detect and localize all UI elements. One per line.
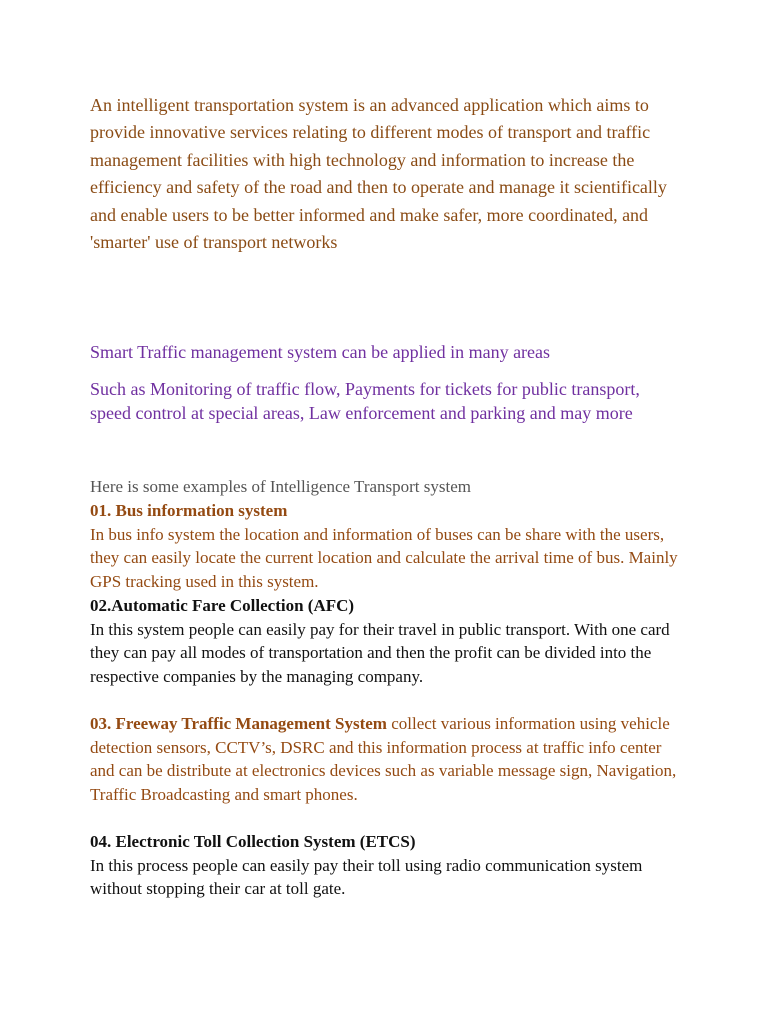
smart-traffic-lead: Smart Traffic management system can be applied in many areas — [90, 342, 551, 362]
example-freeway-traffic-management — [90, 712, 690, 806]
example-heading: 04. Electronic Toll Collection System (ETCS) — [90, 832, 416, 851]
example-body: collect various information using vehicle detection sensors, CCTV’s, DSRC and this information process at traffic info center and can be distribute at electronics devices such as variable message sign, Navigation, Traffic Broadcasting and smart phones. — [90, 714, 677, 804]
intro-paragraph: An intelligent transportation system is an advanced application which aims to provide innovative services relating to different modes of transport and traffic management facilities with high technology and information to increase the efficiency and safety of the road and then to operate and manage it scientifically and enable users to be better informed and make safer, more coordinated, and 'smarter' use of transport networks — [90, 95, 667, 253]
example-heading: 01. Bus information system — [90, 501, 288, 520]
examples-intro: Here is some examples of Intelligence Transport system — [90, 477, 472, 496]
example-automatic-fare-collection — [90, 594, 690, 688]
example-electronic-toll-collection — [90, 830, 690, 901]
example-heading: 03. Freeway Traffic Management System — [90, 714, 387, 733]
example-bus-information — [90, 499, 690, 593]
example-body: In this system people can easily pay for their travel in public transport. With one card they can pay all modes of transportation and then the profit can be divided into the respective companies by the managing company. — [90, 619, 670, 686]
example-body: In bus info system the location and information of buses can be share with the users, they can easily locate the current location and calculate the arrival time of bus. Mainly GPS tracking used in this system. — [90, 524, 678, 591]
example-body: In this process people can easily pay their toll using radio communication system without stopping their car at toll gate. — [90, 855, 643, 899]
application-areas-paragraph: Such as Monitoring of traffic flow, Payments for tickets for public transport, speed control at special areas, Law enforcement and parking and may more — [90, 379, 640, 423]
example-heading: 02.Automatic Fare Collection (AFC) — [90, 596, 355, 615]
